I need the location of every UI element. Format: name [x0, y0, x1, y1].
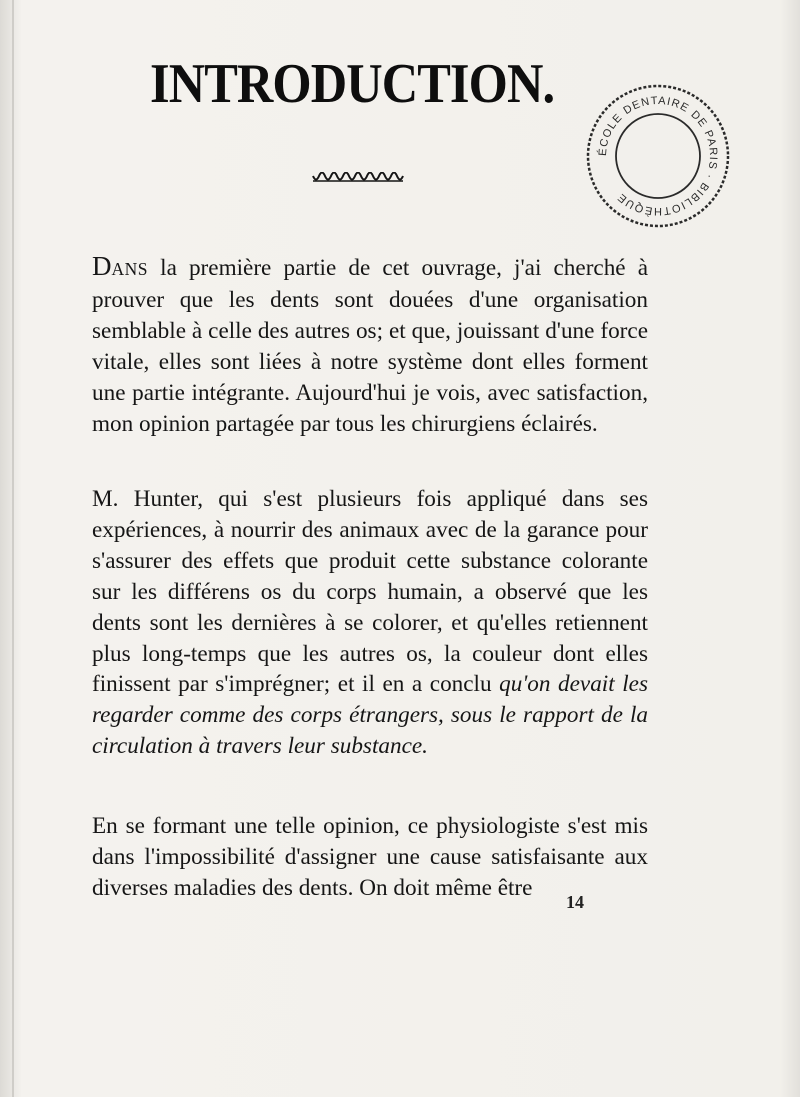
library-stamp-icon: [582, 80, 734, 232]
paragraph-2: [92, 484, 648, 762]
stamp-text: ÉCOLE DENTAIRE DE PARIS · BIBLIOTHÈQUE: [596, 94, 720, 218]
chapter-title: INTRODUCTION.: [150, 53, 555, 115]
decorative-rule-icon: [312, 172, 404, 184]
paragraph-1: [92, 251, 648, 439]
page-binding-shadow: [12, 0, 14, 1097]
small-caps-word: ANS: [111, 259, 149, 279]
paragraph-3-text: En se formant une telle opinion, ce physiologiste s'est mis dans l'impossibilité d'assigner une cause satisfaisante aux diverses maladies des dents. On doit même être: [92, 813, 648, 901]
paragraph-3: [92, 811, 648, 904]
signature-mark: 14: [566, 892, 584, 912]
paragraph-1-text: la première partie de cet ouvrage, j'ai cherché à prouver que les dents sont douées d'une organisation semblable à celle des autres os; et que, jouissant d'une force vitale, elles sont liées à notre système dont elles forment une partie intégrante. Aujourd'hui je vois, avec satisfaction, mon opinion partagée par tous les chirurgiens éclairés.: [92, 255, 648, 437]
drop-cap: D: [92, 251, 112, 281]
paragraph-2-italic-quote: qu'on devait les regarder comme des corps étrangers, sous le rapport de la circulation à travers leur substance.: [92, 671, 648, 760]
paragraph-2-text: M. Hunter, qui s'est plusieurs fois appliqué dans ses expériences, à nourrir des animaux avec de la garance pour s'assurer des effets que produit cette substance colorante sur les différens os du corps humain, a observé que les dents sont les dernières à se colorer, et qu'elles retiennent plus long-temps que les autres os, la couleur dont elles finissent par s'imprégner; et il en a conclu: [92, 486, 648, 698]
